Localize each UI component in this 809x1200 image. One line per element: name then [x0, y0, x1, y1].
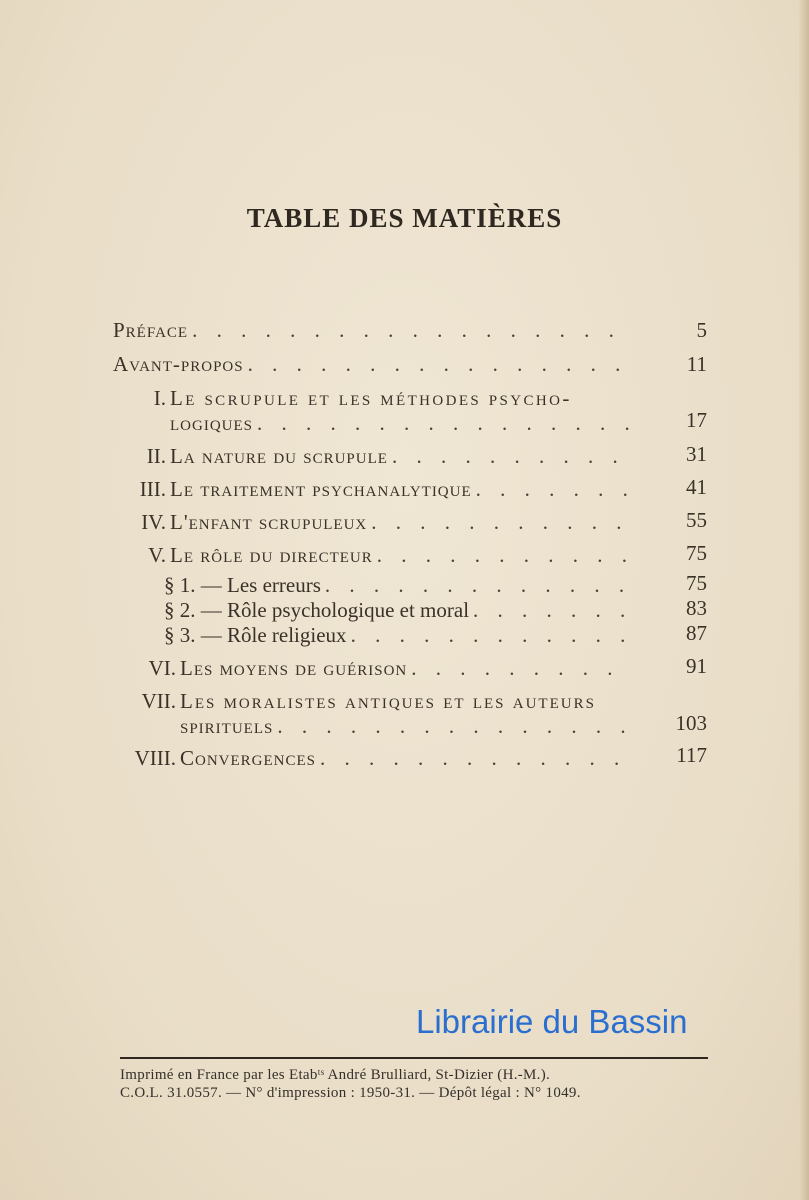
chapter-number: I.	[153, 386, 166, 410]
toc-entry-chapter-7-cont	[180, 714, 637, 739]
leader-dots	[473, 598, 633, 623]
leader-dots	[192, 318, 633, 343]
toc-entry-chapter-6	[130, 656, 637, 681]
toc-entry-chapter-3	[118, 477, 637, 502]
leader-dots	[257, 411, 633, 436]
toc-page-number: 41	[686, 475, 707, 499]
toc-label: L'enfant scrupuleux	[170, 510, 368, 534]
toc-label: Préface	[113, 318, 189, 342]
toc-page-number: 103	[675, 711, 707, 735]
leader-dots	[392, 444, 633, 469]
toc-entry-preface	[113, 318, 637, 343]
toc-entry-chapter-5	[128, 543, 637, 568]
page-title: TABLE DES MATIÈRES	[246, 203, 563, 233]
chapter-number: VII.	[141, 689, 176, 713]
chapter-number: VIII.	[134, 746, 176, 770]
leader-dots	[325, 573, 633, 598]
imprint-line-1: Imprimé en France par les Etabᵗˢ André Brulliard, St-Dizier (H.-M.).	[120, 1067, 551, 1083]
leader-dots	[476, 477, 633, 502]
toc-page-number: 87	[686, 621, 707, 645]
toc-entry-section-2	[164, 598, 637, 623]
leader-dots	[371, 510, 633, 535]
toc-entry-section-3	[164, 623, 637, 648]
toc-label-line1: Le scrupule et les méthodes psycho-	[170, 386, 572, 410]
toc-page-number: 17	[686, 408, 707, 432]
toc-label: Avant-propos	[113, 352, 244, 376]
chapter-number: II.	[146, 444, 166, 468]
toc-page-number: 55	[686, 508, 707, 532]
toc-label: logiques	[170, 411, 253, 435]
toc-label: Convergences	[180, 746, 317, 770]
leader-dots	[248, 352, 633, 377]
bookseller-watermark: Librairie du Bassin	[416, 1003, 688, 1040]
toc-page-number: 75	[686, 571, 707, 595]
toc-label: § 2. — Rôle psychologique et moral	[164, 598, 470, 622]
leader-dots	[411, 656, 633, 681]
toc-entry-avant-propos	[113, 352, 637, 377]
toc-page-number: 5	[696, 318, 707, 342]
printer-imprint	[120, 1066, 720, 1102]
leader-dots	[277, 714, 633, 739]
toc-label: Le rôle du directeur	[170, 543, 373, 567]
toc-label: § 3. — Rôle religieux	[164, 623, 347, 647]
toc-label: spirituels	[180, 714, 274, 738]
toc-entry-chapter-4	[120, 510, 637, 535]
imprint-line-2: C.O.L. 31.0557. — N° d'impression : 1950-31. — Dépôt légal : N° 1049.	[120, 1085, 581, 1101]
toc-entry-chapter-7	[124, 689, 657, 714]
toc-label: Le traitement psychanalytique	[170, 477, 472, 501]
toc-entry-section-1	[164, 573, 637, 598]
chapter-number: IV.	[141, 510, 166, 534]
chapter-number: VI.	[148, 656, 176, 680]
toc-label: § 1. — Les erreurs	[164, 573, 321, 597]
toc-label: Les moyens de guérison	[180, 656, 408, 680]
toc-entry-chapter-8	[116, 746, 637, 771]
toc-page-number: 83	[686, 596, 707, 620]
toc-page-number: 31	[686, 442, 707, 466]
toc-page-number: 117	[676, 743, 707, 767]
leader-dots	[320, 746, 633, 771]
leader-dots	[377, 543, 633, 568]
toc-page-number: 11	[686, 352, 707, 376]
toc-entry-chapter-1	[140, 386, 649, 411]
toc-entry-chapter-1-cont	[170, 411, 637, 436]
chapter-number: V.	[148, 543, 166, 567]
toc-label: La nature du scrupule	[170, 444, 388, 468]
chapter-number: III.	[139, 477, 166, 501]
leader-dots	[351, 623, 633, 648]
toc-label-line1: Les moralistes antiques et les auteurs	[180, 689, 596, 713]
footer-divider	[120, 1057, 708, 1059]
toc-entry-chapter-2	[124, 444, 637, 469]
toc-page-number: 75	[686, 541, 707, 565]
toc-page-number: 91	[686, 654, 707, 678]
